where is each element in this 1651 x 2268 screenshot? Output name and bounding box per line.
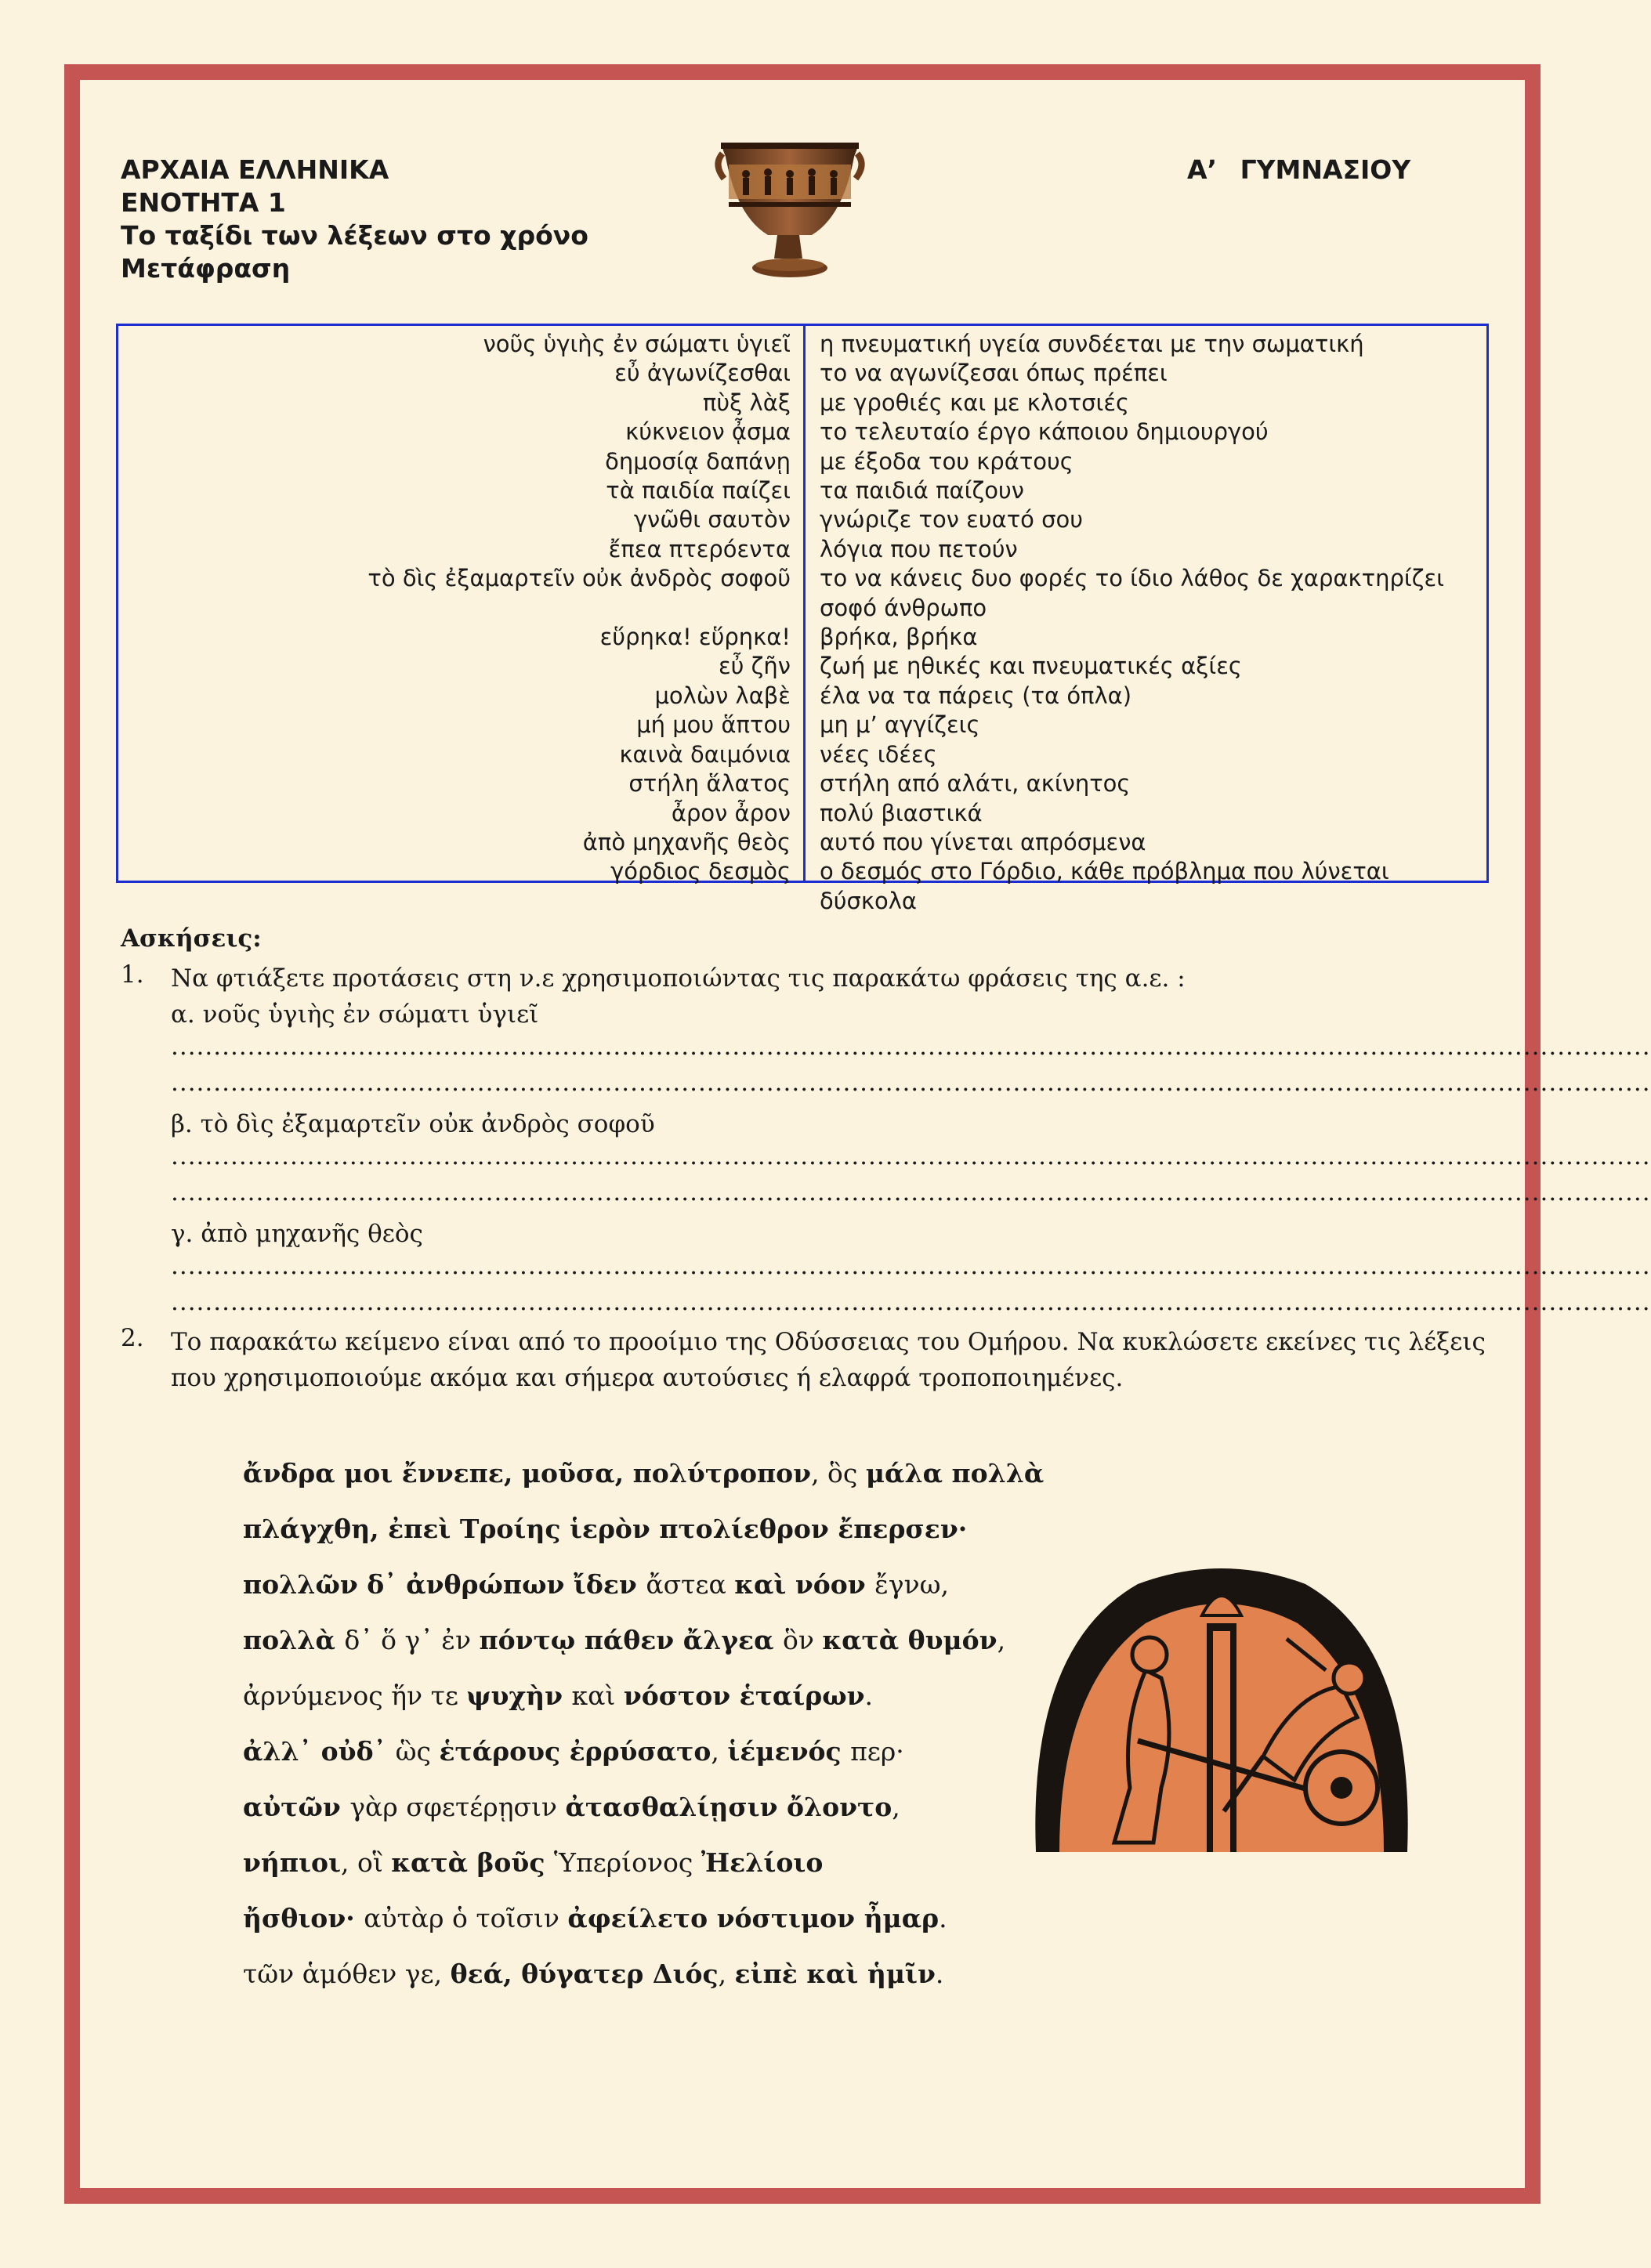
- ancient-phrase: ἆρον ἆρον: [671, 799, 791, 827]
- poem-segment: .: [939, 1903, 947, 1933]
- poem-bold-segment: πλάγχθη, ἐπεὶ Τροίης ἱερὸν πτολίεθρον ἔπερσεν·: [243, 1514, 968, 1544]
- krater-vase-image: [705, 133, 874, 288]
- poem-segment: ,: [892, 1792, 900, 1822]
- poem-segment: , οἳ: [341, 1847, 392, 1878]
- poem-bold-segment: μάλα πολλὰ: [865, 1458, 1045, 1488]
- poem-segment: ἄστεα: [646, 1569, 735, 1600]
- poem-bold-segment: αὐτῶν: [243, 1792, 350, 1822]
- poem-segment: ὣς: [395, 1736, 440, 1767]
- exercise-1-number: 1.: [121, 960, 144, 989]
- poem-segment: ,: [718, 1959, 735, 1989]
- modern-translation: το να κάνεις δυο φορές το ίδιο λάθος δε χαρακτηρίζει σοφό άνθρωπο: [820, 565, 1444, 621]
- poem-bold-segment: πολλῶν δ᾽ ἀνθρώπων ἴδεν: [243, 1569, 646, 1600]
- poem-line: [243, 1724, 1044, 1779]
- exercise-1a-phrase: α. νοῦς ὑγιὴς ἐν σώματι ὑγιεῖ: [171, 1000, 539, 1029]
- ancient-phrase: εὖ ζῆν: [718, 653, 791, 680]
- poem-segment: ἀρνύμενος ἥν τε: [243, 1680, 467, 1711]
- ancient-phrase: ἀπὸ μηχανῆς θεὸς: [582, 828, 791, 855]
- header-left: [121, 154, 588, 285]
- table-column-divider: [803, 326, 806, 881]
- modern-translation: η πνευματική υγεία συνδέεται με την σωματική: [820, 331, 1364, 357]
- modern-translation: νέες ιδέες: [820, 740, 937, 768]
- poem-line: [243, 1501, 1044, 1557]
- exercise-2-number: 2.: [121, 1324, 144, 1352]
- ancient-phrases-column: [118, 330, 791, 887]
- poem-bold-segment: κατὰ θυμόν: [822, 1625, 997, 1655]
- poem-bold-segment: πολλὰ: [243, 1625, 345, 1655]
- poem-segment: .: [864, 1680, 874, 1711]
- poem-bold-segment: ἀφείλετο νόστιμον ἦμαρ: [567, 1903, 940, 1933]
- poem-bold-segment: ἀτασθαλίῃσιν ὄλοντο: [565, 1792, 892, 1822]
- poem-segment: ,: [711, 1736, 728, 1767]
- modern-translation: αυτό που γίνεται απρόσμενα: [820, 828, 1146, 855]
- section-title: Μετάφραση: [121, 253, 291, 284]
- poem-segment: τῶν ἁμόθεν γε,: [243, 1959, 451, 1989]
- poem-segment: ἔγνω,: [874, 1569, 950, 1600]
- ancient-phrase: εὖ ἀγωνίζεσθαι: [614, 360, 791, 387]
- poem-segment: περ·: [850, 1736, 904, 1767]
- poem-segment: Ὑπερίονος: [553, 1847, 701, 1878]
- poem-line: [243, 1835, 1044, 1890]
- answer-line[interactable]: ..............................................................................................................................................................................: [171, 1033, 1651, 1061]
- ancient-phrase: τὸ δὶς ἐξαμαρτεῖν οὐκ ἀνδρὸς σοφοῦ: [367, 565, 791, 592]
- poem-segment: .: [935, 1959, 944, 1989]
- topic-title: Το ταξίδι των λέξεων στο χρόνο: [121, 220, 588, 251]
- poem-line: [243, 1612, 1044, 1668]
- poem-bold-segment: νήπιοι: [243, 1847, 341, 1878]
- modern-translation: με έξοδα του κράτους: [820, 447, 1074, 475]
- poem-bold-segment: νόστον ἑταίρων: [623, 1680, 865, 1711]
- modern-translations-column: [820, 330, 1486, 916]
- poem-line: [243, 1557, 1044, 1612]
- unit-title: ΕΝΟΤΗΤΑ 1: [121, 187, 286, 218]
- poem-bold-segment: ἀλλ᾽ οὐδ᾽: [243, 1736, 396, 1767]
- poem-line: [243, 1890, 1044, 1946]
- answer-line[interactable]: ..............................................................................................................................................................................: [171, 1288, 1651, 1316]
- modern-translation: γνώριζε τον ευατό σου: [820, 506, 1084, 534]
- modern-translation: βρήκα, βρήκα: [820, 624, 978, 651]
- exercises-title: Ασκήσεις:: [121, 924, 262, 953]
- modern-translation: λόγια που πετούν: [820, 535, 1018, 562]
- ancient-phrase: ἔπεα πτερόεντα: [608, 535, 791, 562]
- exercise-1b-phrase: β. τὸ δὶς ἐξαμαρτεῖν οὐκ ἀνδρὸς σοφοῦ: [171, 1110, 655, 1138]
- poem-bold-segment: καὶ νόον: [734, 1569, 875, 1600]
- ancient-phrase: δημοσίᾳ δαπάνῃ: [605, 447, 791, 475]
- poem-segment: δ᾽ ὅ γ᾽ ἐν: [344, 1625, 480, 1655]
- modern-translation: μη μ’ αγγίζεις: [820, 711, 980, 739]
- poem-line: [243, 1668, 1044, 1724]
- ancient-phrase: τὰ παιδία παίζει: [606, 477, 791, 505]
- poem-line: [243, 1946, 1044, 2002]
- poem-segment: καὶ: [571, 1680, 624, 1711]
- answer-line[interactable]: ..............................................................................................................................................................................: [171, 1069, 1651, 1097]
- modern-translation: με γροθιές και με κλοτσιές: [820, 389, 1130, 416]
- modern-translation: έλα να τα πάρεις (τα όπλα): [820, 682, 1132, 709]
- poem-bold-segment: θεά, θύγατερ Διός: [450, 1959, 719, 1989]
- poem-segment: ὃς: [827, 1458, 866, 1488]
- poem-bold-segment: ἑτάρους ἐρρύσατο: [439, 1736, 711, 1767]
- ancient-phrase: γνῶθι σαυτὸν: [633, 506, 791, 534]
- ancient-phrase-spacer: [118, 594, 791, 623]
- ancient-phrase: καινὰ δαιμόνια: [619, 740, 791, 768]
- ancient-phrase: μολὼν λαβὲ: [654, 682, 791, 709]
- modern-translation: ζωή με ηθικές και πνευματικές αξίες: [820, 653, 1242, 680]
- ancient-phrase: πὺξ λὰξ: [702, 389, 791, 416]
- poem-bold-segment: ἄνδρα μοι ἔννεπε, μοῦσα, πολύτροπον: [243, 1458, 812, 1488]
- subject-title: ΑΡΧΑΙΑ ΕΛΛΗΝΙΚΑ: [121, 154, 389, 185]
- poem-bold-segment: πόντῳ πάθεν ἄλγεα: [479, 1625, 783, 1655]
- phrases-table: [116, 324, 1489, 914]
- modern-translation: στήλη από αλάτι, ακίνητος: [820, 770, 1131, 798]
- modern-translation: το να αγωνίζεσαι όπως πρέπει: [820, 360, 1168, 387]
- poem-bold-segment: εἰπὲ καὶ ἡμῖν: [734, 1959, 936, 1989]
- answer-line[interactable]: ..............................................................................................................................................................................: [171, 1178, 1651, 1206]
- poem-bold-segment: κατὰ βοῦς: [391, 1847, 554, 1878]
- poem-line: [243, 1779, 1044, 1835]
- ancient-phrase: νοῦς ὑγιὴς ἐν σώματι ὑγιεῖ: [483, 331, 791, 357]
- poem-bold-segment: ψυχὴν: [466, 1680, 572, 1711]
- answer-line[interactable]: ..............................................................................................................................................................................: [171, 1142, 1651, 1170]
- ancient-phrase: κύκνειον ᾆσμα: [625, 418, 791, 446]
- odyssey-vase-painting: [1028, 1553, 1415, 1852]
- modern-translation: το τελευταίο έργο κάποιου δημιουργού: [820, 418, 1269, 446]
- poem-segment: αὐτὰρ ὁ τοῖσιν: [364, 1903, 568, 1933]
- answer-line[interactable]: ..............................................................................................................................................................................: [171, 1252, 1651, 1280]
- ancient-phrase: στήλη ἅλατος: [628, 770, 791, 798]
- poem-bold-segment: ἱέμενός: [727, 1736, 851, 1767]
- grade-label: Α’ ΓΥΜΝΑΣΙΟΥ: [1187, 154, 1411, 185]
- poem-segment: ,: [997, 1625, 1006, 1655]
- odyssey-prologue: [243, 1445, 1044, 2002]
- poem-segment: γὰρ σφετέρῃσιν: [349, 1792, 566, 1822]
- modern-translation: πολύ βιαστικά: [820, 799, 983, 827]
- ancient-phrase: μή μου ἅπτου: [636, 711, 791, 739]
- ancient-phrase: εὕρηκα! εὕρηκα!: [599, 624, 791, 651]
- ancient-phrase: γόρδιος δεσμὸς: [610, 858, 791, 885]
- modern-translation: τα παιδιά παίζουν: [820, 477, 1024, 505]
- poem-line: [243, 1445, 1044, 1501]
- exercise-1c-phrase: γ. ἀπὸ μηχανῆς θεὸς: [171, 1220, 423, 1248]
- poem-bold-segment: Ἠελίοιο: [701, 1847, 824, 1878]
- poem-bold-segment: ἤσθιον·: [243, 1903, 364, 1933]
- exercise-2-text: Το παρακάτω κείμενο είναι από το προοίμιο της Οδύσσειας του Ομήρου. Να κυκλώσετε εκείνες τις λέξεις που χρησιμοποιούμε ακόμα και σήμερα αυτούσιες ή ελαφρά τροποποιημένες.: [171, 1328, 1486, 1392]
- poem-segment: ὃν: [782, 1625, 823, 1655]
- modern-translation: ο δεσμός στο Γόρδιο, κάθε πρόβλημα που λύνεται δύσκολα: [820, 858, 1389, 914]
- exercise-1-text: Να φτιάξετε προτάσεις στη ν.ε χρησιμοποιώντας τις παρακάτω φράσεις της α.ε. :: [171, 964, 1186, 993]
- poem-segment: ,: [811, 1458, 828, 1488]
